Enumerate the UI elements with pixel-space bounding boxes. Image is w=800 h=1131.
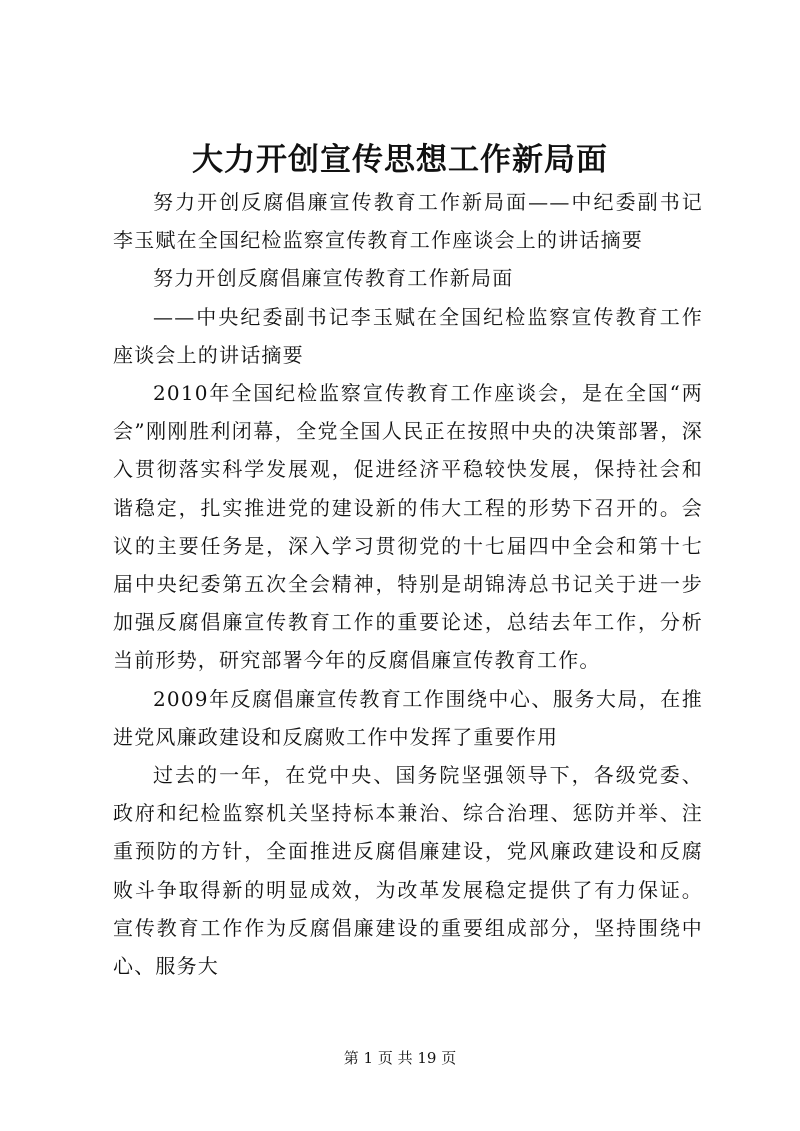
paragraph-5: 2009年反腐倡廉宣传教育工作围绕中心、服务大局，在推进党风廉政建设和反腐败工作中发挥了重要作用 bbox=[113, 686, 703, 749]
paragraph-4: 2010年全国纪检监察宣传教育工作座谈会，是在全国“两会”刚刚胜利闭幕，全党全国人民正在按照中央的决策部署，深入贯彻落实科学发展观，促进经济平稳较快发展，保持社会和谐稳定，扎实推进党的建设新的伟大工程的形势下召开的。会议的主要任务是，深入学习贯彻党的十七届四中全会和第十七届中央纪委第五次全会精神，特别是胡锦涛总书记关于进一步加强反腐倡廉宣传教育工作的重要论述，总结去年工作，分析当前形势，研究部署今年的反腐倡廉宣传教育工作。 bbox=[113, 381, 703, 673]
paragraph-6: 过去的一年，在党中央、国务院坚强领导下，各级党委、政府和纪检监察机关坚持标本兼治、综合治理、惩防并举、注重预防的方针，全面推进反腐倡廉建设，党风廉政建设和反腐败斗争取得新的明显成效，为改革发展稳定提供了有力保证。宣传教育工作作为反腐倡廉建设的重要组成部分，坚持围绕中心、服务大 bbox=[113, 763, 703, 979]
paragraph-2: 努力开创反腐倡廉宣传教育工作新局面 bbox=[153, 266, 514, 291]
document-body bbox=[113, 183, 703, 985]
paragraph-3: ——中央纪委副书记李玉赋在全国纪检监察宣传教育工作座谈会上的讲话摘要 bbox=[113, 304, 703, 367]
document-title: 大力开创宣传思想工作新局面 bbox=[192, 142, 608, 178]
paragraph-1: 努力开创反腐倡廉宣传教育工作新局面——中纪委副书记李玉赋在全国纪检监察宣传教育工作座谈会上的讲话摘要 bbox=[113, 190, 703, 253]
page-number-footer: 第 1 页 共 19 页 bbox=[343, 1049, 457, 1067]
